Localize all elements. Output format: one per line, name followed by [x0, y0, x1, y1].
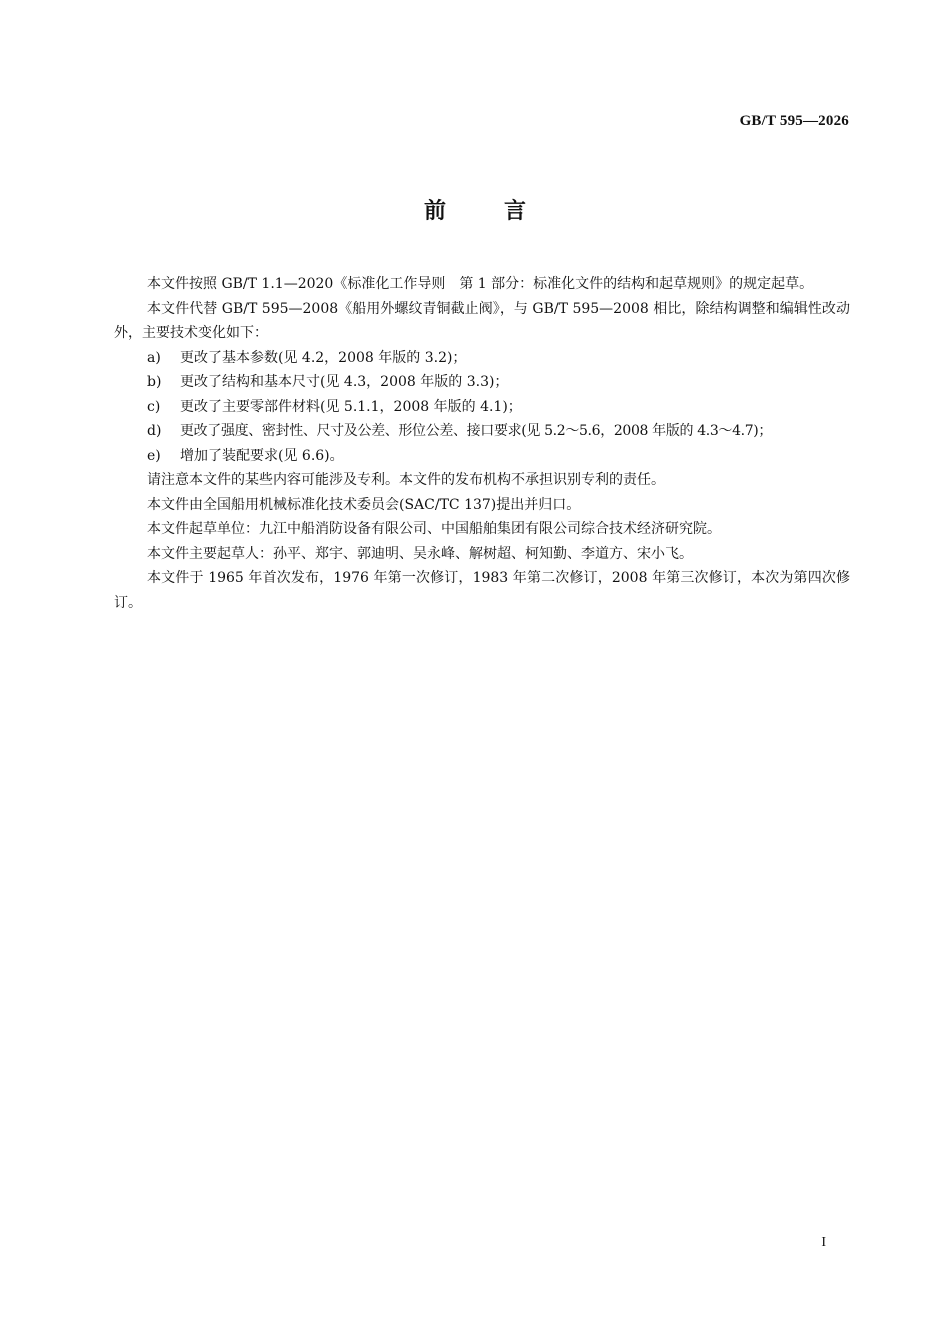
standard-code: GB/T 595—2026	[739, 113, 849, 129]
list-item	[114, 444, 850, 469]
paragraph-history: 本文件于 1965 年首次发布，1976 年第一次修订，1983 年第二次修订，2008 年第三次修订，本次为第四次修订。	[114, 570, 850, 611]
foreword-body	[114, 272, 850, 615]
list-marker: c)	[147, 398, 161, 415]
list-item	[114, 346, 850, 371]
paragraph-drafting-units: 本文件起草单位：九江中船消防设备有限公司、中国船舶集团有限公司综合技术经济研究院。	[147, 521, 721, 537]
list-item	[114, 370, 850, 395]
list-item-text: 更改了强度、密封性、尺寸及公差、形位公差、接口要求(见 5.2～5.6，2008 年版的 4.3～4.7)；	[180, 423, 773, 439]
paragraph-drafting-rules: 本文件按照 GB/T 1.1—2020《标准化工作导则 第 1 部分：标准化文件的结构和起草规则》的规定起草。	[147, 276, 814, 292]
paragraph-proposer: 本文件由全国船用机械标准化技术委员会(SAC/TC 137)提出并归口。	[147, 496, 581, 513]
list-marker: d)	[147, 423, 162, 439]
list-item	[114, 395, 850, 420]
list-item-text: 增加了装配要求(见 6.6)。	[180, 447, 344, 464]
list-item	[114, 419, 850, 444]
list-marker: a)	[147, 349, 161, 366]
list-item-text: 更改了结构和基本尺寸(见 4.3，2008 年版的 3.3)；	[180, 374, 509, 390]
paragraph-replacement: 本文件代替 GB/T 595—2008《船用外螺纹青铜截止阀》，与 GB/T 595—2008 相比，除结构调整和编辑性改动外，主要技术变化如下：	[114, 300, 850, 341]
changes-list	[114, 346, 850, 469]
list-marker: b)	[147, 374, 162, 390]
list-item-text: 更改了主要零部件材料(见 5.1.1，2008 年版的 4.1)；	[180, 398, 522, 415]
page-number: I	[821, 1235, 826, 1250]
paragraph-patent-notice: 请注意本文件的某些内容可能涉及专利。本文件的发布机构不承担识别专利的责任。	[147, 472, 665, 488]
list-item-text: 更改了基本参数(见 4.2，2008 年版的 3.2)；	[180, 349, 467, 366]
page-title: 前言	[423, 199, 584, 224]
list-marker: e)	[147, 447, 161, 464]
paragraph-drafters: 本文件主要起草人：孙平、郑宇、郭迪明、吴永峰、解树超、柯知勤、李道方、宋小飞。	[147, 545, 693, 562]
